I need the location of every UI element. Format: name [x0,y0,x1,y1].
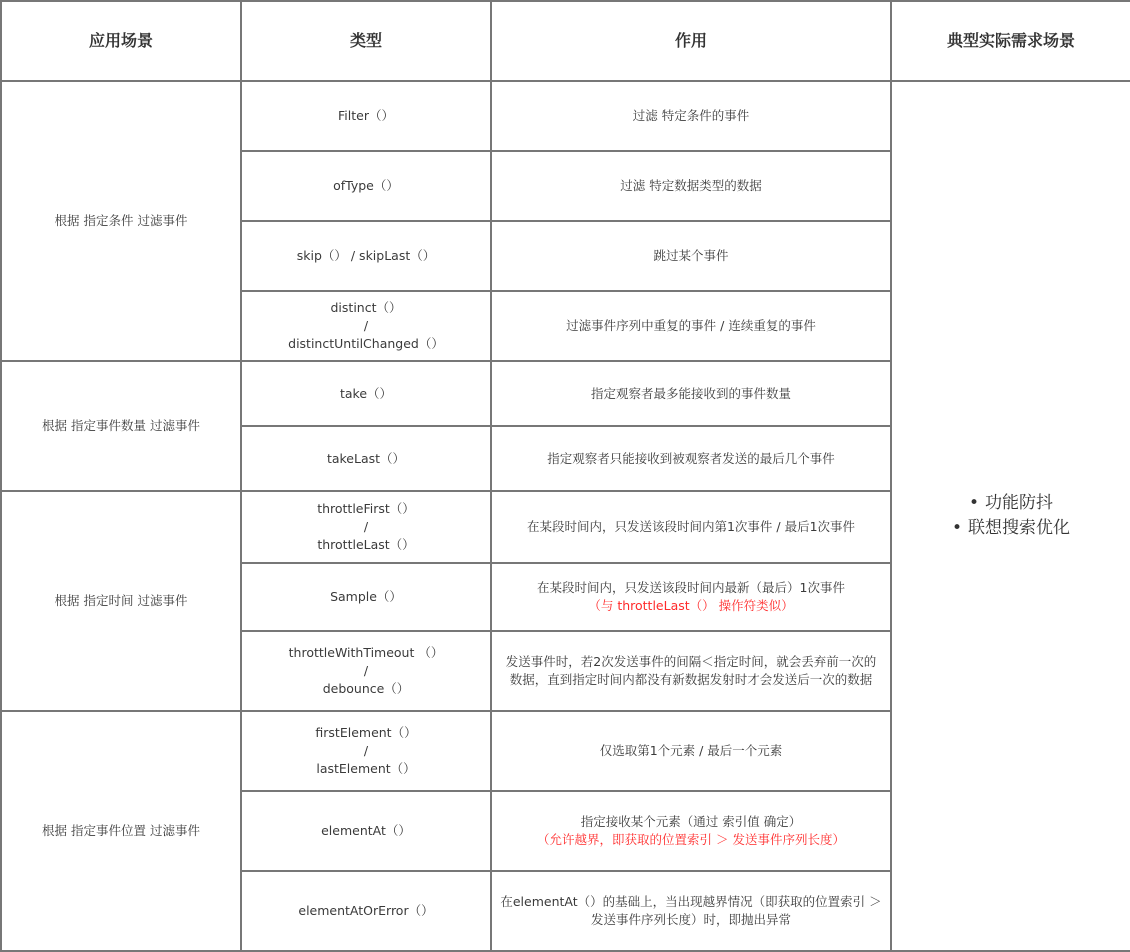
type-line: Sample（） [330,589,402,604]
type-cell [241,81,491,151]
scene-cell: 根据 指定时间 过滤事件 [1,491,241,711]
type-cell [241,221,491,291]
header-demand: 典型实际需求场景 [891,1,1130,81]
function-line: 在某段时间内，只发送该段时间内最新（最后）1次事件 [537,580,845,595]
type-line: throttleFirst（） [317,501,415,516]
type-cell [241,361,491,426]
type-cell [241,491,491,563]
function-cell [491,791,891,871]
function-note: （允许越界，即获取的位置索引 ＞ 发送事件序列长度） [537,832,845,847]
scene-cell: 根据 指定事件数量 过滤事件 [1,361,241,491]
type-cell [241,791,491,871]
type-line: skip（） / skipLast（） [296,248,436,263]
type-line: throttleWithTimeout （） [288,645,444,660]
function-line: 过滤 特定条件的事件 [632,108,750,123]
demand-list [898,491,1124,541]
type-line: elementAtOrError（） [298,903,434,918]
type-line: lastElement（） [316,761,416,776]
function-cell [491,81,891,151]
type-separator: / [363,519,369,534]
scene-cell: 根据 指定事件位置 过滤事件 [1,711,241,951]
type-cell [241,151,491,221]
function-line: 指定观察者最多能接收到的事件数量 [590,385,791,401]
type-line: firstElement（） [315,725,417,740]
type-line: distinct（） [330,300,402,315]
function-cell [491,151,891,221]
function-line: 指定接收某个元素（通过 索引值 确定） [580,814,802,829]
function-line: 过滤事件序列中重复的事件 / 连续重复的事件 [566,318,816,333]
type-line: Filter（） [338,108,394,123]
type-separator: / [363,663,369,678]
demand-item: • 联想搜索优化 [898,516,1124,541]
function-cell [491,491,891,563]
function-cell [491,221,891,291]
demand-item: • 功能防抖 [898,491,1124,516]
type-cell [241,711,491,791]
type-line: takeLast（） [326,450,406,466]
function-line: 发送事件时，若2次发送事件的间隔＜指定时间，就会丢弃前一次的 [505,654,877,669]
function-cell [491,291,891,361]
header-function: 作用 [491,1,891,81]
function-line: 数据，直到指定时间内都没有新数据发射时才会发送后一次的数据 [509,672,873,687]
type-line: distinctUntilChanged（） [288,336,444,351]
type-line: throttleLast（） [317,537,415,552]
function-line: 发送事件序列长度）时，即抛出异常 [590,912,791,927]
function-cell [491,563,891,631]
function-line: 在某段时间内，只发送该段时间内第1次事件 / 最后1次事件 [526,519,856,534]
scene-cell: 根据 指定条件 过滤事件 [1,81,241,361]
function-cell [491,871,891,951]
type-line: take（） [339,385,393,401]
function-line: 跳过某个事件 [653,248,729,263]
type-line: elementAt（） [321,823,411,838]
function-line: 在elementAt（）的基础上，当出现越界情况（即获取的位置索引 ＞ [500,894,882,909]
function-cell [491,631,891,711]
header-type: 类型 [241,1,491,81]
type-cell [241,563,491,631]
function-note: （与 throttleLast（） 操作符类似） [588,598,794,613]
type-separator: / [363,318,369,333]
function-cell [491,711,891,791]
type-cell [241,631,491,711]
demand-cell [891,81,1130,951]
type-cell [241,291,491,361]
type-line: debounce（） [322,681,410,696]
header-scene: 应用场景 [1,1,241,81]
function-line: 指定观察者只能接收到被观察者发送的最后几个事件 [547,450,835,466]
function-cell [491,361,891,426]
type-cell [241,426,491,491]
header-row [1,1,1130,81]
type-line: ofType（） [333,178,399,193]
function-line: 仅选取第1个元素 / 最后一个元素 [599,743,783,758]
type-separator: / [363,743,369,758]
table-row [1,81,1130,151]
function-line: 过滤 特定数据类型的数据 [620,178,762,193]
type-cell [241,871,491,951]
function-cell [491,426,891,491]
